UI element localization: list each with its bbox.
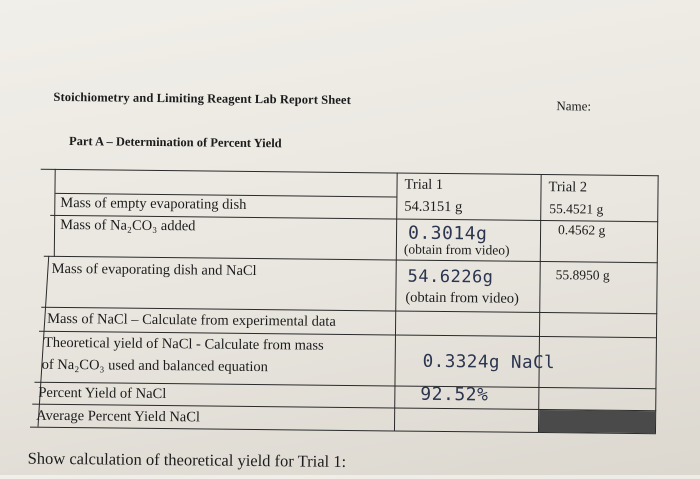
row-label-percent-yield: Percent Yield of NaCl <box>38 384 167 403</box>
na2co3-trial1-handwritten: 0.3014g <box>407 222 488 245</box>
row-label-na2co3-added: Mass of Na₂CO₃ added <box>60 216 196 235</box>
empty-dish-trial1: 54.3151 g <box>404 198 463 216</box>
theoretical-trial1-handwritten: 0.3324g NaCl <box>422 351 556 374</box>
trial1-header: Trial 1 <box>404 176 444 193</box>
row-label-theoretical-line2: of Na₂CO₃ used and balanced equation <box>41 356 269 376</box>
row-label-theoretical-line1: Theoretical yield of NaCl - Calculate from mass <box>43 334 324 354</box>
shaded-cell <box>539 410 655 433</box>
name-label: Name: <box>556 98 592 114</box>
part-a-title: Part A – Determination of Percent Yield <box>68 134 282 151</box>
row-label-mass-nacl: Mass of NaCl – Calculate from experimental data <box>47 310 336 330</box>
dish-nacl-trial1-note: (obtain from video) <box>405 289 520 307</box>
percent-yield-trial1-handwritten: 92.52% <box>420 383 489 406</box>
row-label-average: Average Percent Yield NaCl <box>36 407 201 426</box>
dish-nacl-trial2: 55.8950 g <box>555 267 610 283</box>
dish-nacl-trial1-handwritten: 54.6226g <box>407 266 494 288</box>
theoretical-calc-prompt: Show calculation of theoretical yield for Trial 1: <box>27 448 347 471</box>
trial2-header: Trial 2 <box>548 179 588 196</box>
row-label-dish-nacl: Mass of evaporating dish and NaCl <box>51 260 257 280</box>
na2co3-trial1-note: (obtain from video) <box>403 241 510 258</box>
report-title: Stoichiometry and Limiting Reagent Lab Report Sheet <box>53 89 351 108</box>
empty-dish-trial2: 55.4521 g <box>549 201 604 217</box>
row-label-empty-dish: Mass of empty evaporating dish <box>60 194 247 213</box>
na2co3-trial2: 0.4562 g <box>558 222 606 238</box>
